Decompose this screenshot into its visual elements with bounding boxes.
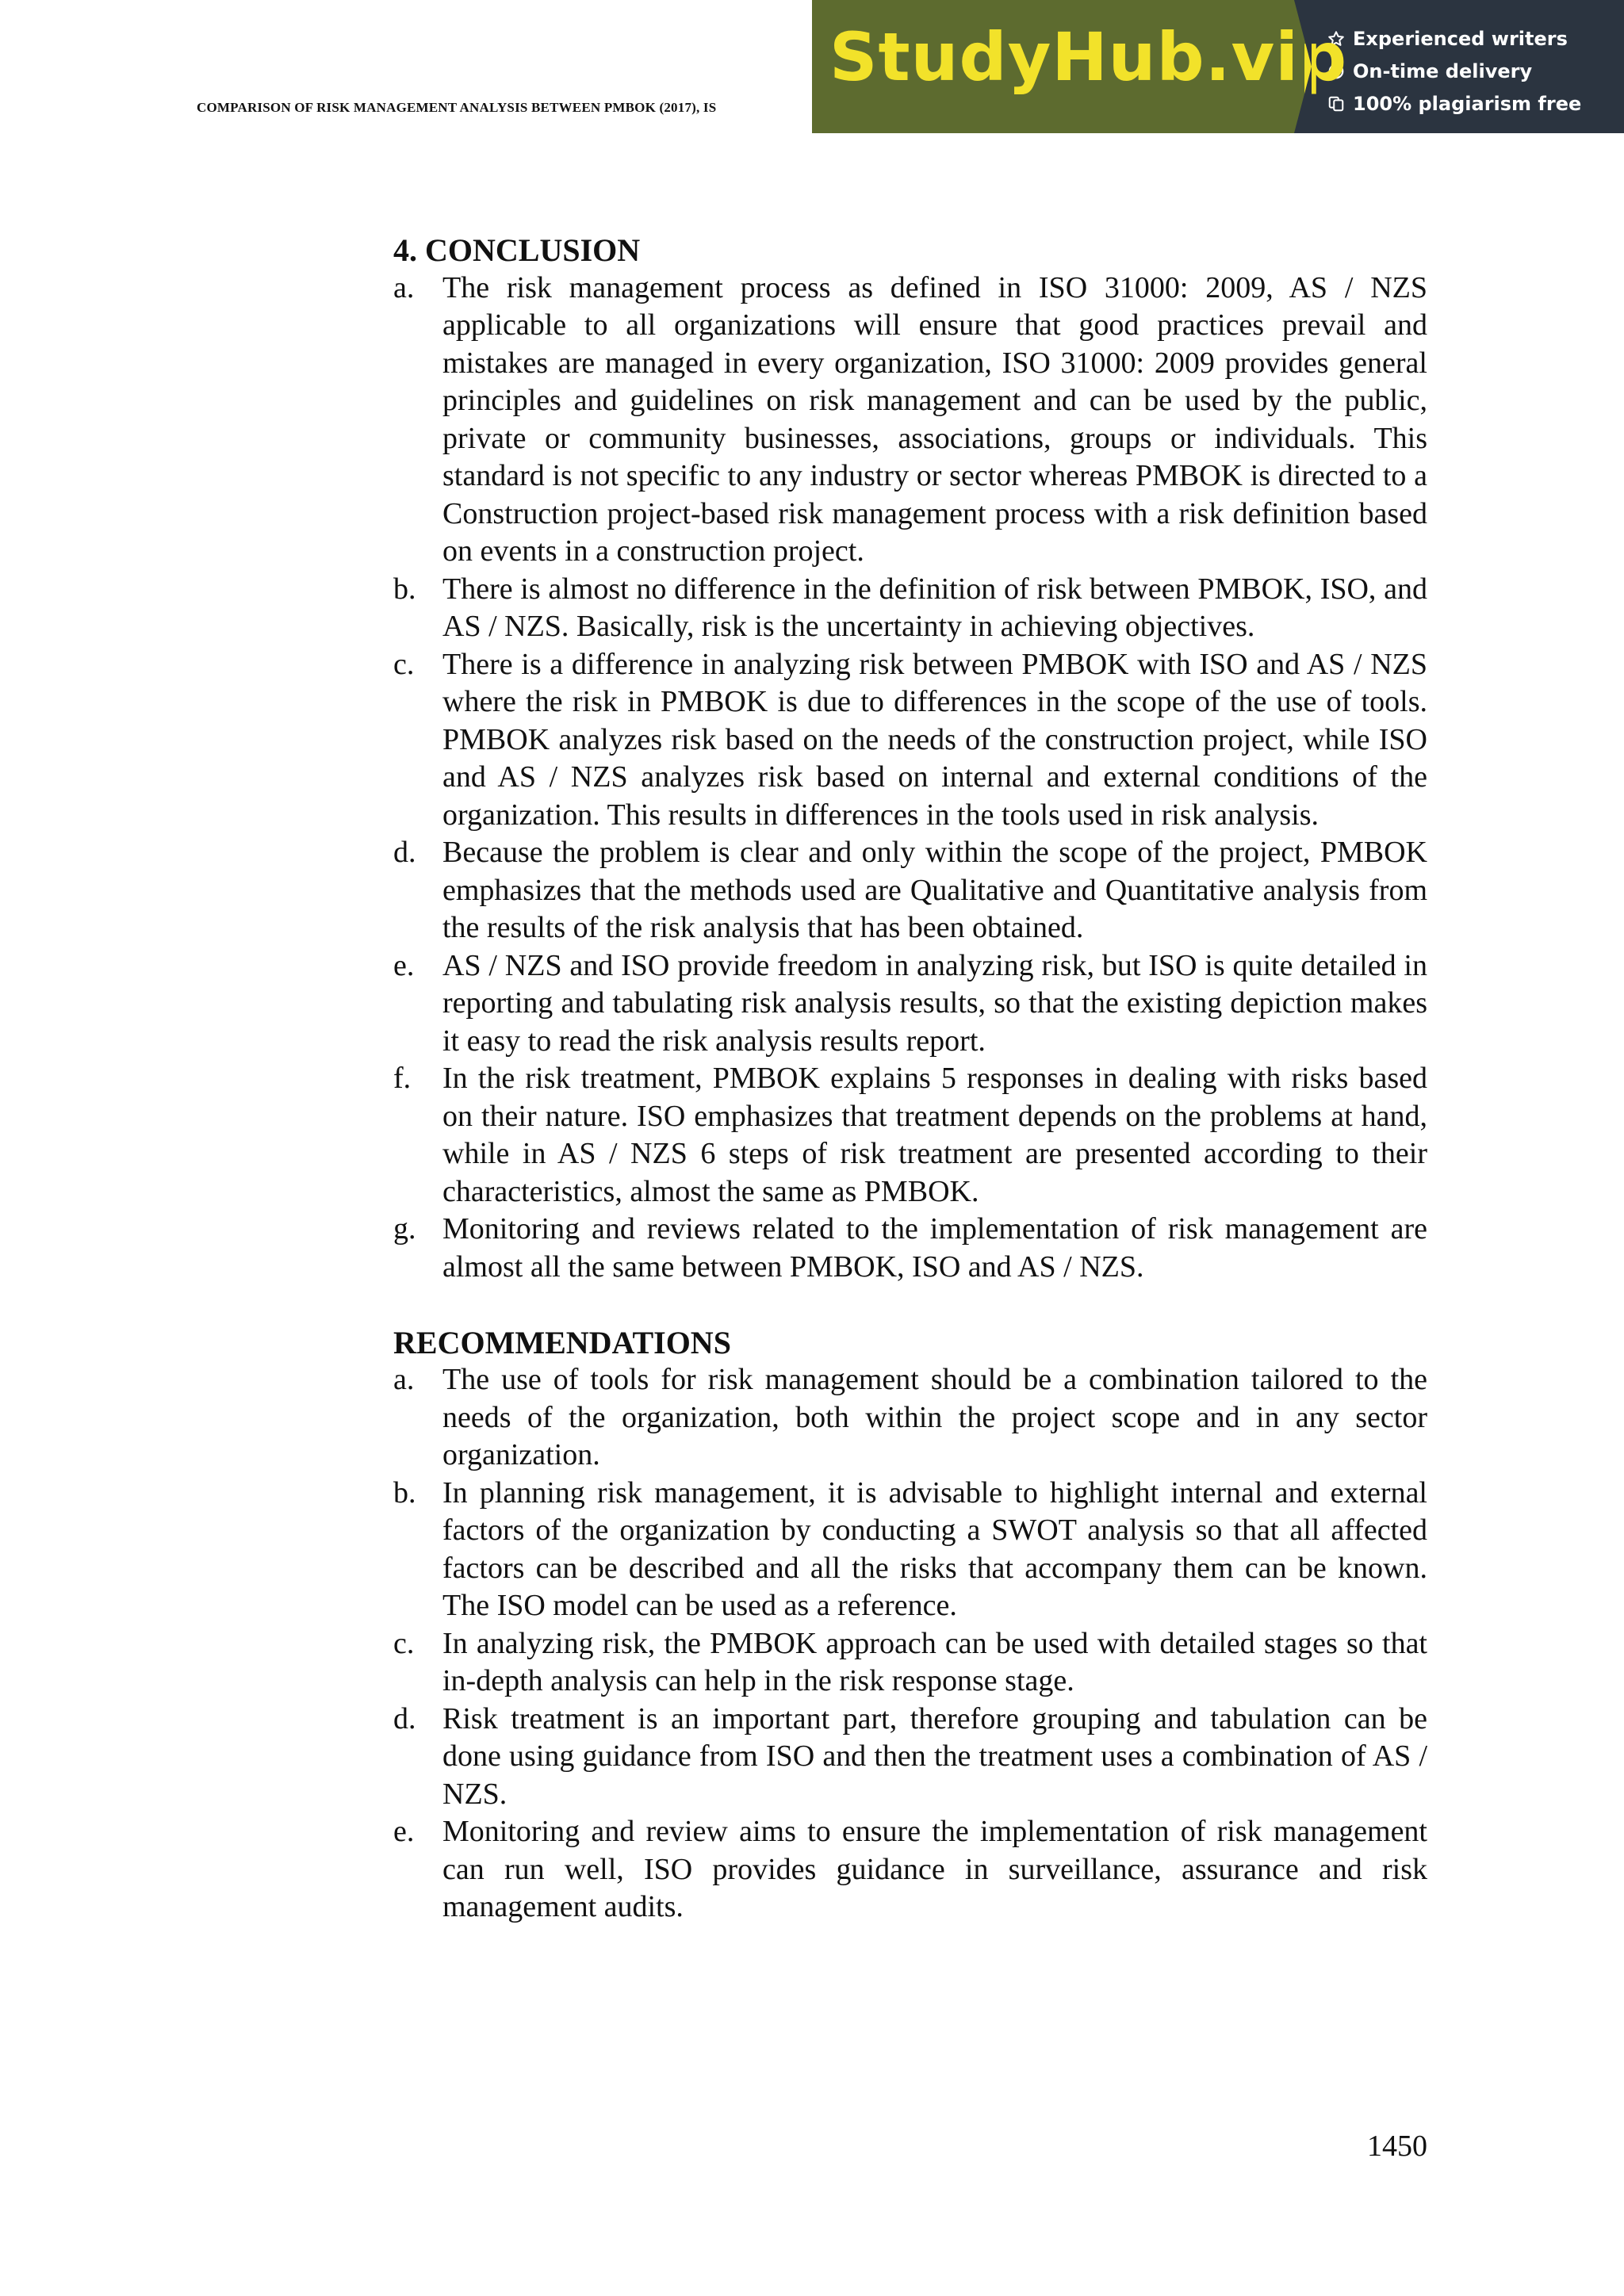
banner-arrow — [1294, 0, 1312, 133]
recommendations-list — [393, 1361, 1427, 1927]
list-item-text: In analyzing risk, the PMBOK approach can be used with detailed stages so that in-depth analysis can help in the risk response stage. — [442, 1626, 1427, 1697]
list-item — [393, 646, 1427, 835]
list-marker: g. — [393, 1212, 416, 1246]
copy-icon — [1326, 94, 1346, 114]
list-item — [393, 947, 1427, 1061]
list-item-text: The use of tools for risk management should be a combination tailored to the needs of the organization, both within the project scope and in any sector organization. — [442, 1363, 1427, 1471]
list-marker: a. — [393, 270, 415, 304]
banner-features — [1312, 0, 1624, 133]
banner-logo[interactable] — [812, 0, 1348, 133]
list-marker: b. — [393, 572, 416, 606]
list-marker: d. — [393, 1701, 416, 1735]
list-item-text: Monitoring and reviews related to the implementation of risk management are almost all the same between PMBOK, ISO and AS / NZS. — [442, 1212, 1427, 1284]
list-item — [393, 1701, 1427, 1814]
list-marker: b. — [393, 1475, 416, 1510]
conclusion-list — [393, 270, 1427, 1287]
list-item — [393, 1475, 1427, 1625]
list-item — [393, 1361, 1427, 1475]
banner-feature-delivery — [1326, 55, 1624, 87]
banner-feature-label: 100% plagiarism free — [1353, 92, 1582, 115]
list-item-text: There is almost no difference in the definition of risk between PMBOK, ISO, and AS / NZS. Basically, risk is the uncertainty in achieving objectives. — [442, 572, 1427, 643]
list-item-text: Because the problem is clear and only within the scope of the project, PMBOK emphasizes that the methods used are Qualitative and Quantitative analysis from the results of the risk analysis that has been obtained. — [442, 836, 1427, 944]
list-item-text: The risk management process as defined in ISO 31000: 2009, AS / NZS applicable to all organizations will ensure that good practices prevail and mistakes are managed in every organization, ISO 31000: 2009 provides general principles and guidelines on risk management and can be used by the public, private or community businesses, associations, groups or individuals. This standard is not specific to any industry or sector whereas PMBOK is directed to a Construction project-based risk management process with a risk definition based on events in a construction project. — [442, 270, 1427, 568]
banner-feature-writers — [1326, 22, 1624, 55]
list-item-text: There is a difference in analyzing risk between PMBOK with ISO and AS / NZS where the risk in PMBOK is due to differences in the scope of the use of tools. PMBOK analyzes risk based on the needs of the construction project, while ISO and AS / NZS analyzes risk based on internal and external conditions of the organization. This results in differences in the tools used in risk analysis. — [442, 647, 1427, 832]
list-item-text: Risk treatment is an important part, therefore grouping and tabulation can be done using guidance from ISO and then the treatment uses a combination of AS / NZS. — [442, 1701, 1427, 1811]
list-item — [393, 1625, 1427, 1701]
list-item-text: In planning risk management, it is advisable to highlight internal and external factors of the organization by conducting a SWOT analysis so that all affected factors can be described and all the risks that accompany them can be known. The ISO model can be used as a reference. — [442, 1475, 1427, 1622]
list-marker: e. — [393, 1815, 415, 1848]
list-item — [393, 1060, 1427, 1211]
banner-feature-label: Experienced writers — [1353, 27, 1568, 50]
banner-logo-text: StudyHub.vip — [829, 18, 1348, 96]
recommendations-heading: RECOMMENDATIONS — [393, 1324, 731, 1360]
page-number: 1450 — [1367, 2130, 1427, 2163]
page-content — [393, 232, 1427, 1927]
list-item-text: AS / NZS and ISO provide freedom in analyzing risk, but ISO is quite detailed in reporting and tabulating risk analysis results, so that the existing depiction makes it easy to read the risk analysis results report. — [442, 948, 1427, 1058]
list-item — [393, 834, 1427, 947]
list-item — [393, 571, 1427, 646]
list-marker: e. — [393, 948, 415, 982]
list-marker: c. — [393, 647, 415, 681]
section-spacer — [393, 1286, 1427, 1324]
list-item-text: In the risk treatment, PMBOK explains 5 responses in dealing with risks based on their nature. ISO emphasizes that treatment depends on the problems at hand, while in AS / NZS 6 steps of risk treatment are presented according to their characteristics, almost the same as PMBOK. — [442, 1062, 1427, 1208]
conclusion-heading: 4. CONCLUSION — [393, 232, 641, 268]
banner-feature-plagiarism — [1326, 87, 1624, 120]
banner-feature-label: On-time delivery — [1353, 59, 1533, 82]
list-item — [393, 1211, 1427, 1286]
running-header: COMPARISON OF RISK MANAGEMENT ANALYSIS BETWEEN PMBOK (2017), IS — [197, 100, 717, 115]
list-marker: d. — [393, 836, 416, 869]
list-marker: f. — [393, 1062, 412, 1095]
studyhub-banner[interactable] — [812, 0, 1624, 133]
list-item — [393, 1813, 1427, 1927]
list-item-text: Monitoring and review aims to ensure the implementation of risk management can run well, ISO provides guidance in surveillance, assurance and risk management audits. — [442, 1815, 1427, 1923]
list-marker: a. — [393, 1363, 415, 1396]
list-marker: c. — [393, 1626, 415, 1660]
list-item — [393, 270, 1427, 571]
